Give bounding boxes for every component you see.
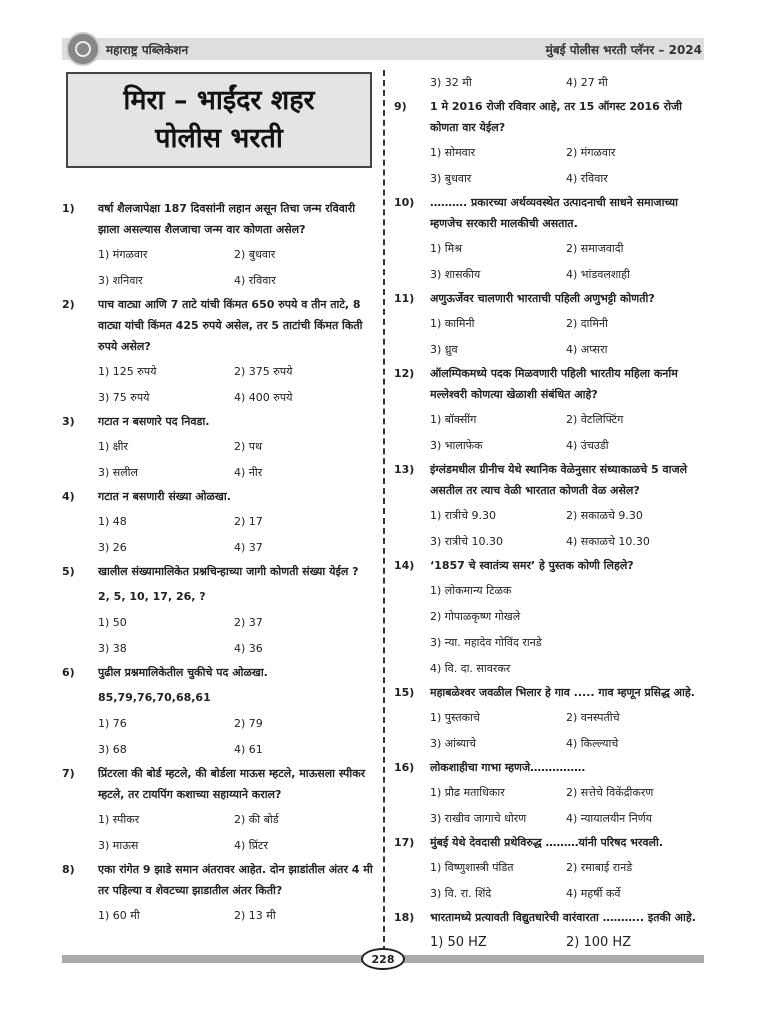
question-header xyxy=(62,859,378,901)
question-number: 12) xyxy=(394,367,415,380)
question-header xyxy=(62,662,378,683)
option-item: 2) 17 xyxy=(234,515,263,528)
question-number: 2) xyxy=(62,298,75,311)
option-item: 2) मंगळवार xyxy=(566,146,616,159)
question-header xyxy=(62,486,378,507)
question-number: 4) xyxy=(62,490,75,503)
options-grid xyxy=(98,807,378,859)
question-block xyxy=(62,763,378,859)
question-number: 16) xyxy=(394,761,415,774)
option-item: 4) 400 रुपये xyxy=(234,391,293,404)
question-block xyxy=(394,907,708,956)
option-item: 1) 60 मी xyxy=(98,909,140,922)
option-item: 2) 100 HZ xyxy=(566,935,632,950)
question-block xyxy=(62,859,378,929)
option-item: 1) मंगळवार xyxy=(98,248,148,261)
question-text: वर्षा शैलजापेक्षा 187 दिवसांनी लहान असून तिचा जन्म रविवारी झाला असल्यास शैलजाचा जन्म वार कोणता असेल? xyxy=(98,202,356,236)
option-item: 4) 61 xyxy=(234,743,263,756)
options-grid xyxy=(430,236,708,288)
option-item: 3) 38 xyxy=(98,642,127,655)
question-block xyxy=(394,96,708,192)
option-item: 3) 32 मी xyxy=(430,76,472,89)
options-grid xyxy=(98,434,378,486)
question-header xyxy=(394,363,708,405)
question-number: 7) xyxy=(62,767,75,780)
option-item: 3) वि. रा. शिंदे xyxy=(430,887,492,900)
publisher-name: महाराष्ट्र पब्लिकेशन xyxy=(106,43,189,57)
question-text: गटात न बसणारी संख्या ओळखा. xyxy=(98,490,231,503)
option-item: 1) प्रौढ मताधिकार xyxy=(430,786,505,799)
option-item: 4) वि. दा. सावरकर xyxy=(430,662,511,675)
option-item: 4) अप्सरा xyxy=(566,343,608,356)
option-item: 4) किल्ल्याचे xyxy=(566,737,619,750)
title-box xyxy=(66,72,372,168)
option-item: 1) लोकमान्य टिळक xyxy=(430,584,512,597)
option-item: 1) 50 xyxy=(98,616,127,629)
option-item: 4) रविवार xyxy=(234,274,276,287)
options-grid xyxy=(430,311,708,363)
question-block xyxy=(62,561,378,662)
question-header xyxy=(394,288,708,309)
question-text: अणुऊर्जेवर चालणारी भारताची पहिली अणुभट्टी कोणती? xyxy=(430,292,655,305)
options-grid xyxy=(98,359,378,411)
option-item: 1) 50 HZ xyxy=(430,935,487,950)
question-block xyxy=(394,459,708,555)
option-item: 2) दामिनी xyxy=(566,317,608,330)
option-item: 2) सत्तेचे विकेंद्रीकरण xyxy=(566,786,654,799)
question-block xyxy=(394,757,708,832)
question-block xyxy=(394,363,708,459)
option-item: 1) कामिनी xyxy=(430,317,475,330)
option-item: 2) 79 xyxy=(234,717,263,730)
option-item: 3) आंब्याचे xyxy=(430,737,476,750)
column-divider xyxy=(383,70,385,952)
question-number: 14) xyxy=(394,559,415,572)
option-item: 4) नीर xyxy=(234,466,263,479)
question-header xyxy=(394,192,708,234)
question-text: एका रांगेत 9 झाडे समान अंतरावर आहेत. दोन झाडांतील अंतर 4 मी तर पहिल्या व शेवटच्या झाडातील अंतर किती? xyxy=(98,863,373,897)
question-block xyxy=(62,486,378,561)
option-item: 4) 27 मी xyxy=(566,76,608,89)
question-text: लोकशाहीचा गाभा म्हणजे…………… xyxy=(430,761,586,774)
question-block xyxy=(394,832,708,907)
option-item: 2) वेटलिफ्टिंग xyxy=(566,413,624,426)
question-number: 8) xyxy=(62,863,75,876)
question-text: खालील संख्यामालिकेत प्रश्नचिन्हाच्या जागी कोणती संख्या येईल ? xyxy=(98,565,359,578)
option-item: 1) पुस्तकाचे xyxy=(430,711,480,724)
question-text: इंग्लंडमधील ग्रीनीच येथे स्थानिक वेळेनुसार संध्याकाळचे 5 वाजले असतील तर त्याच वेळी भारतात कोणती वेळ असेल? xyxy=(430,463,688,497)
question-header xyxy=(394,907,708,928)
options-grid xyxy=(430,407,708,459)
question-number: 6) xyxy=(62,666,75,679)
options-grid xyxy=(430,578,708,682)
options-grid xyxy=(430,705,708,757)
publisher-logo-icon xyxy=(66,32,100,66)
question-text: महाबळेश्वर जवळील भिलार हे गाव ..... गाव म्हणून प्रसिद्ध आहे. xyxy=(430,686,695,699)
options-grid xyxy=(98,610,378,662)
option-item: 3) न्या. महादेव गोविंद रानडे xyxy=(430,636,542,649)
option-item: 4) प्रिंटर xyxy=(234,839,268,852)
question-number: 5) xyxy=(62,565,75,578)
option-item: 1) 76 xyxy=(98,717,127,730)
option-item: 4) महर्षी कर्वे xyxy=(566,887,621,900)
option-item: 4) भांडवलशाही xyxy=(566,268,630,281)
options-grid xyxy=(430,140,708,192)
options-grid xyxy=(98,509,378,561)
question-text: पाच वाट्या आणि 7 ताटे यांची किंमत 650 रुपये व तीन ताटे, 8 वाट्या यांची किंमत 425 रुपये असेल, तर 5 ताटांची किंमत किती रुपये असेल? xyxy=(98,298,363,353)
option-item: 1) सोमवार xyxy=(430,146,476,159)
option-item: 4) रविवार xyxy=(566,172,608,185)
question-header xyxy=(394,555,708,576)
question-block xyxy=(394,192,708,288)
question-text: 1 मे 2016 रोजी रविवार आहे, तर 15 ऑगस्ट 2016 रोजी कोणता वार येईल? xyxy=(430,100,683,134)
question-number: 1) xyxy=(62,202,75,215)
question-number: 13) xyxy=(394,463,415,476)
option-item: 3) 75 रुपये xyxy=(98,391,150,404)
question-text: ऑलम्पिकमध्ये पदक मिळवणारी पहिली भारतीय महिला कर्नाम मल्लेश्वरी कोणत्या खेळाशी संबंधित आहे? xyxy=(430,367,678,401)
question-number: 11) xyxy=(394,292,415,305)
option-item: 4) 37 xyxy=(234,541,263,554)
option-item: 3) 26 xyxy=(98,541,127,554)
option-item: 3) माऊस xyxy=(98,839,139,852)
question-text: पुढील प्रश्नमालिकेतील चुकीचे पद ओळखा. xyxy=(98,666,268,679)
option-item: 4) 36 xyxy=(234,642,263,655)
option-item: 4) उंचउडी xyxy=(566,439,609,452)
question-block xyxy=(62,198,378,294)
planner-title: मुंबई पोलीस भरती प्लॅनर – 2024 xyxy=(545,43,702,57)
option-item: 1) रात्रीचे 9.30 xyxy=(430,509,497,522)
question-header xyxy=(62,411,378,432)
option-item: 1) बॉक्सींग xyxy=(430,413,477,426)
options-grid xyxy=(430,930,708,956)
question-header xyxy=(62,561,378,582)
question-header xyxy=(62,763,378,805)
option-item: 1) मिश्र xyxy=(430,242,463,255)
option-item: 3) शासकीय xyxy=(430,268,481,281)
question-header xyxy=(394,757,708,778)
option-item: 2) 37 xyxy=(234,616,263,629)
page-number: 228 xyxy=(361,948,405,970)
question-header xyxy=(394,832,708,853)
question-header xyxy=(62,198,378,240)
option-item: 3) राखीव जागाचे धोरण xyxy=(430,812,527,825)
options-grid xyxy=(98,903,378,929)
option-item: 1) क्षीर xyxy=(98,440,129,453)
option-item: 2) 13 मी xyxy=(234,909,276,922)
question-text: भारतामध्ये प्रत्यावती विद्युतधारेची वारंवारता ……….. इतकी आहे. xyxy=(430,911,696,924)
question-sequence: 2, 5, 10, 17, 26, ? xyxy=(98,590,206,603)
question-number: 3) xyxy=(62,415,75,428)
option-item: 3) बुधवार xyxy=(430,172,472,185)
question-text: मुंबई येथे देवदासी प्रथेविरुद्ध ………यांनी परिषद भरवली. xyxy=(430,836,664,849)
options-grid xyxy=(430,855,708,907)
option-item: 2) वनस्पतीचे xyxy=(566,711,620,724)
option-item: 4) सकाळचे 10.30 xyxy=(566,535,650,548)
question-header xyxy=(394,96,708,138)
question-block xyxy=(62,411,378,486)
option-item: 2) पथ xyxy=(234,440,263,453)
question-number: 18) xyxy=(394,911,415,924)
right-column xyxy=(394,70,708,956)
question-number: 9) xyxy=(394,100,407,113)
title-line-1: मिरा – भाईंदर शहर xyxy=(123,85,315,116)
option-item: 2) 375 रुपये xyxy=(234,365,293,378)
question-text: ‘1857 चे स्वातंत्र्य समर’ हे पुस्तक कोणी लिहले? xyxy=(430,559,634,572)
question-number: 15) xyxy=(394,686,415,699)
question-header xyxy=(62,294,378,357)
option-item: 3) शनिवार xyxy=(98,274,143,287)
left-column xyxy=(62,198,378,929)
option-item: 1) स्पीकर xyxy=(98,813,140,826)
options-grid xyxy=(430,780,708,832)
question-text: प्रिंटरला की बोर्ड म्हटले, की बोर्डला माऊस म्हटले, माऊसला स्पीकर म्हटले, तर टायपिंग कशाच्या सहाय्याने कराल? xyxy=(98,767,366,801)
question-block xyxy=(62,294,378,411)
question-header xyxy=(394,682,708,703)
option-item: 1) विष्णुशास्त्री पंडित xyxy=(430,861,514,874)
question-text: गटात न बसणारे पद निवडा. xyxy=(98,415,210,428)
option-item: 3) रात्रीचे 10.30 xyxy=(430,535,504,548)
question-number: 17) xyxy=(394,836,415,849)
option-item: 2) बुधवार xyxy=(234,248,276,261)
option-item: 3) 68 xyxy=(98,743,127,756)
question-block xyxy=(62,662,378,763)
option-item: 1) 125 रुपये xyxy=(98,365,157,378)
option-item: 4) न्यायालयीन निर्णय xyxy=(566,812,653,825)
question-header xyxy=(394,459,708,501)
option-item: 2) रमाबाई रानडे xyxy=(566,861,633,874)
option-item: 1) 48 xyxy=(98,515,127,528)
option-item: 2) की बोर्ड xyxy=(234,813,279,826)
question-sequence: 85,79,76,70,68,61 xyxy=(98,691,211,704)
option-item: 2) गोपाळकृष्ण गोखले xyxy=(430,610,521,623)
option-item: 3) सलील xyxy=(98,466,138,479)
question-block xyxy=(394,555,708,682)
carried-options xyxy=(430,70,708,96)
question-block xyxy=(394,288,708,363)
question-number: 10) xyxy=(394,196,415,209)
option-item: 2) सकाळचे 9.30 xyxy=(566,509,643,522)
question-text: ………. प्रकारच्या अर्थव्यवस्थेत उत्पादनाची साधने समाजाच्या म्हणजेच सरकारी मालकीची असतात. xyxy=(430,196,679,230)
option-item: 2) समाजवादी xyxy=(566,242,624,255)
option-item: 3) भालाफेक xyxy=(430,439,483,452)
options-grid xyxy=(98,242,378,294)
title-line-2: पोलीस भरती xyxy=(155,123,283,154)
options-grid xyxy=(98,711,378,763)
option-item: 3) ध्रुव xyxy=(430,343,458,356)
options-grid xyxy=(430,503,708,555)
question-block xyxy=(394,682,708,757)
